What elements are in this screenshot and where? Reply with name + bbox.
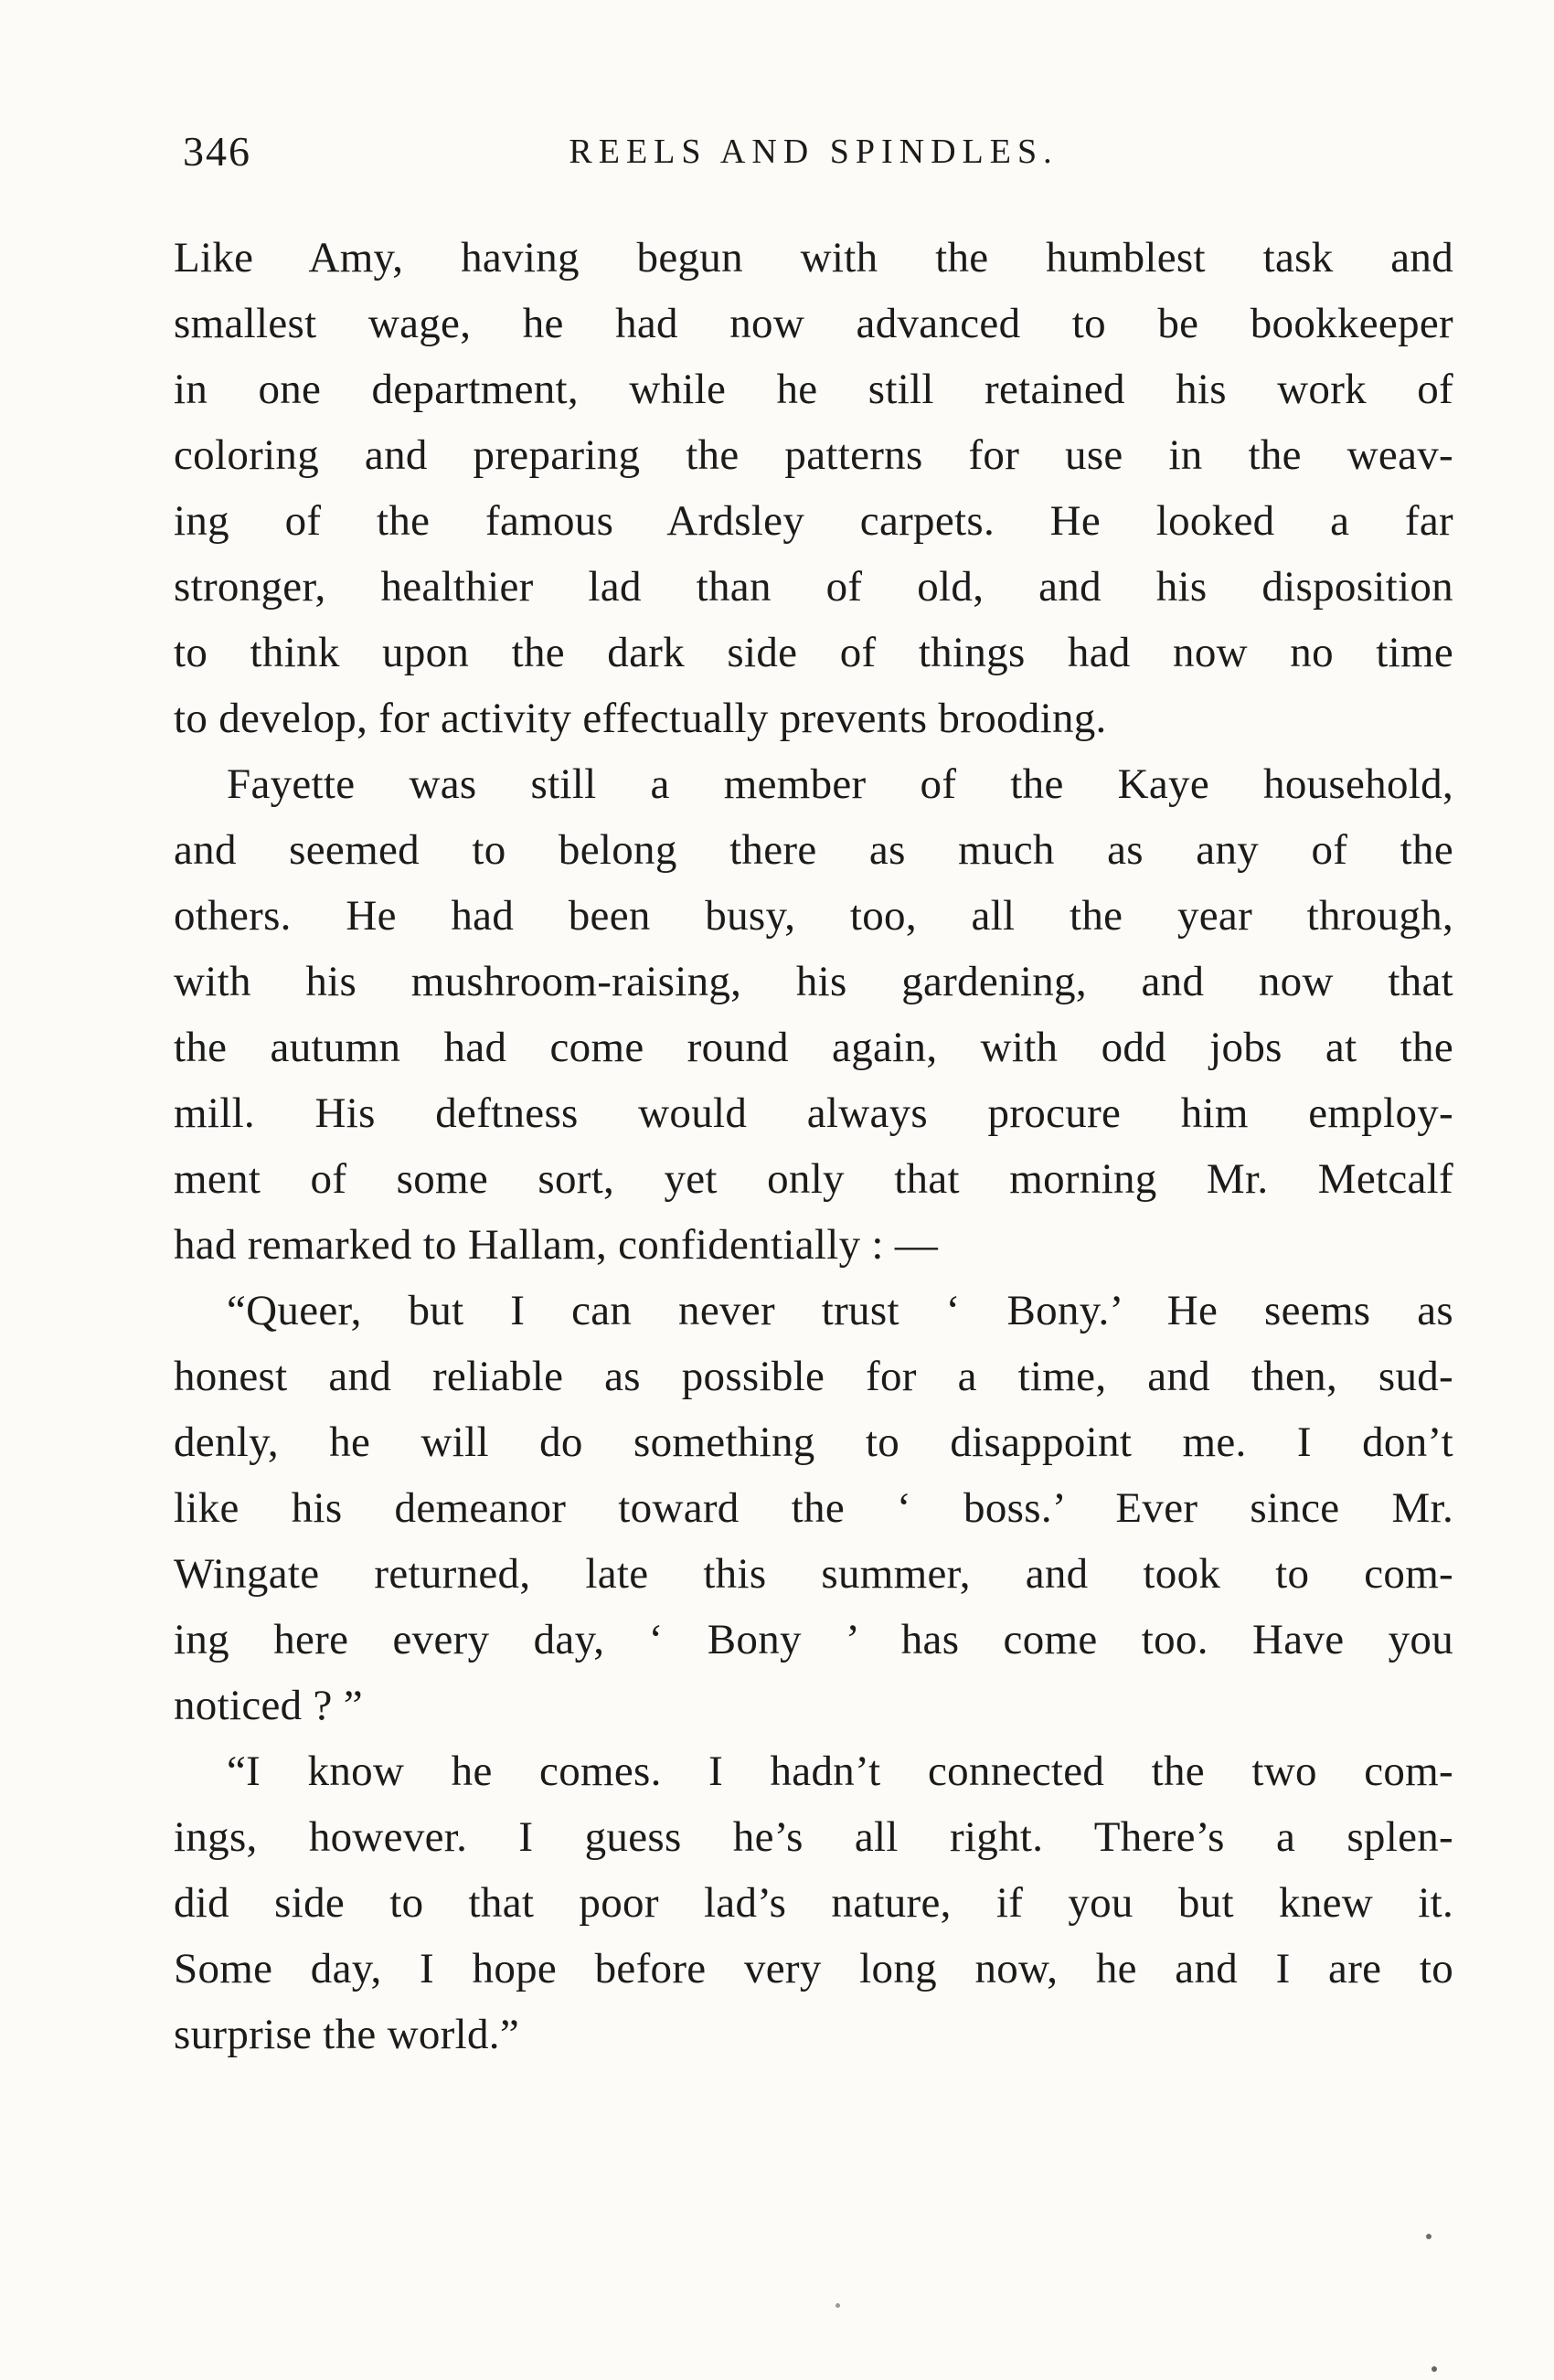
paragraph [174, 225, 1453, 751]
text-block [174, 225, 1453, 2067]
text-line: had remarked to Hallam, confidentially : — [174, 1221, 939, 1269]
scan-speck [1432, 2366, 1437, 2372]
text-line: smallest wage, he had now advanced to be bookkeeper [174, 300, 1453, 347]
text-line: ment of some sort, yet only that morning Mr. Metcalf [174, 1155, 1453, 1203]
page-number: 346 [183, 128, 251, 175]
text-line: ing of the famous Ardsley carpets. He looked a far [174, 497, 1453, 545]
scan-speck [1426, 2234, 1432, 2239]
text-line: Wingate returned, late this summer, and took to com- [174, 1550, 1453, 1598]
text-line: Some day, I hope before very long now, he and I are to [174, 1945, 1453, 1992]
text-line: stronger, healthier lad than of old, and his disposition [174, 563, 1453, 611]
text-line: the autumn had come round again, with odd jobs at the [174, 1024, 1453, 1071]
text-line: honest and reliable as possible for a time, and then, sud- [174, 1353, 1453, 1400]
text-line: ings, however. I guess he’s all right. There’s a splen- [174, 1813, 1453, 1861]
text-line: with his mushroom-raising, his gardening, and now that [174, 958, 1453, 1005]
text-line: “Queer, but I can never trust ‘ Bony.’ He seems as [227, 1287, 1453, 1334]
running-title: REELS AND SPINDLES. [569, 133, 1059, 171]
scan-speck [836, 2303, 840, 2308]
text-line: Like Amy, having begun with the humblest task and [174, 234, 1453, 282]
paragraph [174, 751, 1453, 1278]
text-line: denly, he will do something to disappoint me. I don’t [174, 1418, 1453, 1466]
text-line: did side to that poor lad’s nature, if you but knew it. [174, 1879, 1453, 1927]
text-line: “I know he comes. I hadn’t connected the two com- [227, 1748, 1453, 1795]
page-header [174, 126, 1453, 190]
text-line: ing here every day, ‘ Bony ’ has come too. Have you [174, 1616, 1453, 1663]
text-line: surprise the world.” [174, 2011, 519, 2058]
text-line: to think upon the dark side of things had now no time [174, 629, 1453, 676]
text-line: coloring and preparing the patterns for use in the weav- [174, 431, 1453, 479]
text-line: like his demeanor toward the ‘ boss.’ Ever since Mr. [174, 1484, 1453, 1532]
text-line: others. He had been busy, too, all the year through, [174, 892, 1453, 940]
text-line: mill. His deftness would always procure him employ- [174, 1089, 1453, 1137]
text-line: and seemed to belong there as much as any of the [174, 826, 1453, 874]
paragraph [174, 1738, 1453, 2067]
paragraph [174, 1278, 1453, 1738]
text-line: noticed ? ” [174, 1682, 363, 1729]
text-line: in one department, while he still retained his work of [174, 366, 1453, 413]
text-line: Fayette was still a member of the Kaye household, [227, 760, 1453, 808]
text-line: to develop, for activity effectually prevents brooding. [174, 695, 1107, 742]
